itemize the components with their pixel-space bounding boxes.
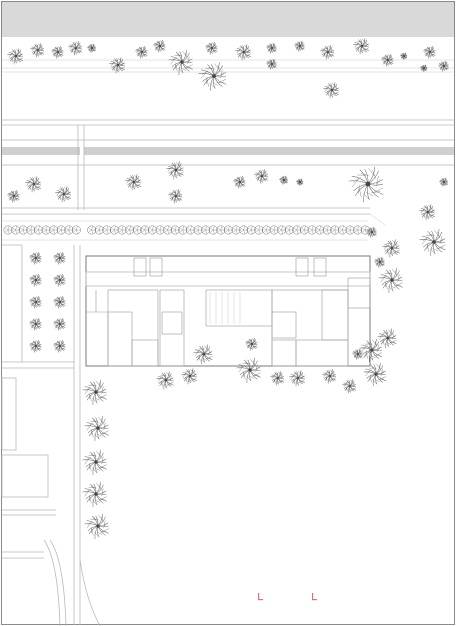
median-strip-left: [2, 147, 80, 155]
median-strip-right: [84, 147, 454, 155]
red-tick-mark-icon: [258, 599, 263, 600]
top-road-band: [2, 2, 454, 37]
red-tick-mark-icon: [258, 593, 259, 600]
main-building: [86, 256, 370, 366]
red-tick-mark-icon: [312, 599, 317, 600]
red-tick-mark-icon: [312, 593, 313, 600]
